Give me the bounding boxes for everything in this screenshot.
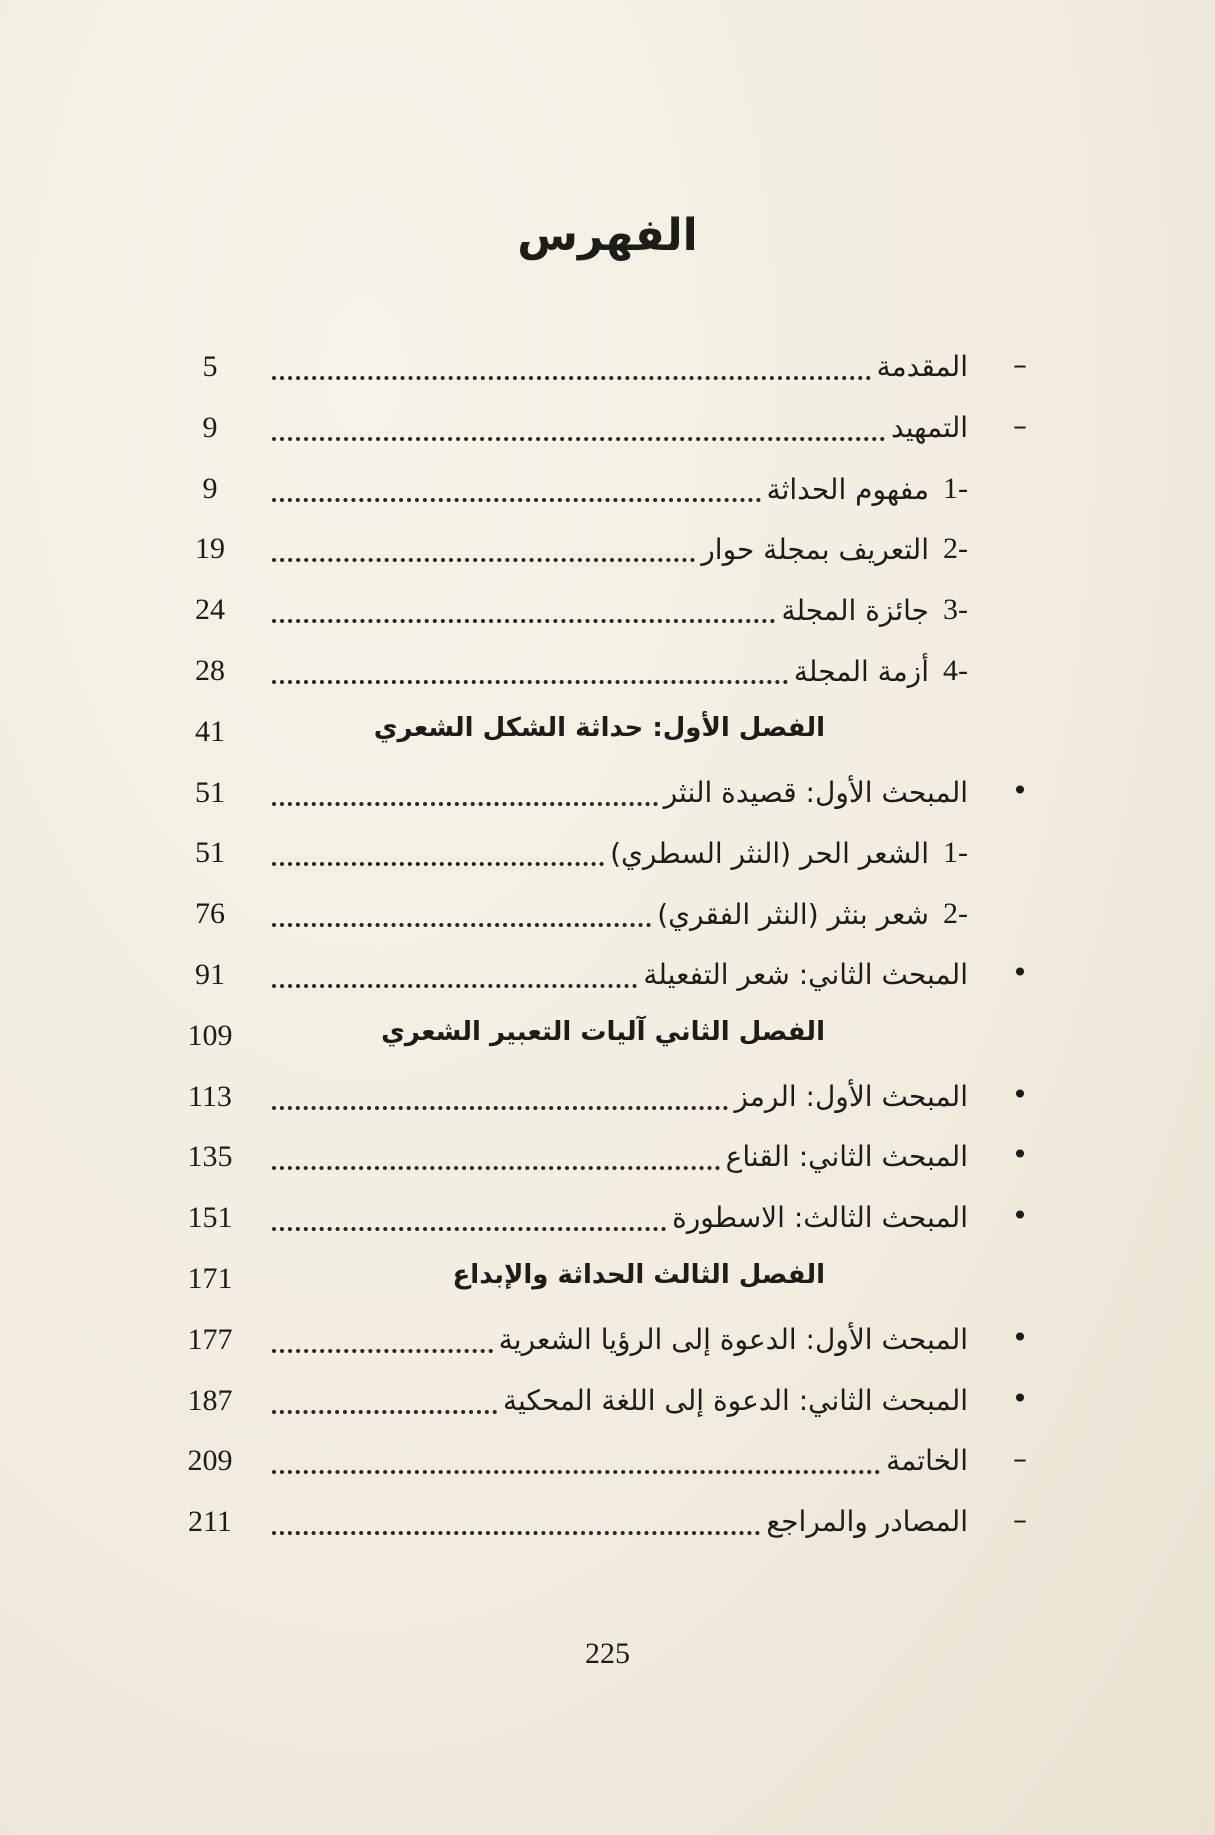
dot-leader: [272, 376, 871, 380]
toc-entry-title: المبحث الأول: الرمز: [734, 1080, 968, 1113]
toc-entry: [0, 522, 1215, 582]
dot-leader: [272, 437, 885, 441]
bullet-marker: •: [1011, 1138, 1029, 1171]
toc-entry-title: المبحث الثاني: الدعوة إلى اللغة المحكية: [503, 1384, 968, 1417]
toc-entry: [0, 1313, 1215, 1373]
toc-entry-label: [610, 836, 968, 870]
toc-entry-title: جائزة المجلة: [781, 594, 929, 627]
toc-entry-label: [643, 958, 968, 991]
toc-entry-label: [499, 1323, 968, 1356]
dash-marker: –: [1013, 409, 1027, 442]
dot-leader: [272, 558, 695, 562]
dot-leader: [272, 680, 788, 684]
toc-entry: [0, 1252, 1215, 1312]
dot-leader: [272, 1410, 497, 1414]
toc-page-number: 151: [187, 1201, 233, 1234]
toc-chapter-heading: الفصل الأول: حداثة الشكل الشعري: [373, 713, 825, 743]
dash-marker: –: [1013, 1442, 1027, 1475]
toc-page-number: 177: [187, 1323, 233, 1356]
toc-page-number: 113: [188, 1080, 232, 1113]
toc-entry-title: التمهيد: [891, 411, 968, 444]
bullet-marker: •: [1011, 1382, 1029, 1415]
dot-leader: [272, 923, 651, 927]
toc-page-number: 187: [187, 1384, 233, 1417]
toc-entry-title: المبحث الأول: قصيدة النثر: [663, 776, 968, 809]
toc-entry-title: الخاتمة: [886, 1444, 968, 1477]
toc-entry-label: [794, 654, 968, 688]
toc-entry: [0, 948, 1215, 1008]
dot-leader: [272, 1531, 760, 1535]
bullet-marker: •: [1011, 1199, 1029, 1232]
toc-entry-label: [891, 411, 968, 444]
toc-page-number: 9: [202, 411, 218, 444]
toc-page-number: 5: [202, 350, 218, 383]
toc-page-number: 211: [188, 1505, 232, 1538]
toc-entry-label: [701, 532, 968, 566]
toc-entry-label: [503, 1384, 968, 1417]
dot-leader: [272, 1349, 493, 1353]
toc-entry-title: شعر بنثر (النثر الفقري): [657, 898, 929, 931]
toc-entry-label: [726, 1140, 968, 1173]
dot-leader: [272, 802, 658, 806]
toc-entry-label: [734, 1080, 968, 1113]
toc-entry: [0, 1495, 1215, 1555]
toc-entry: [0, 462, 1215, 522]
toc-chapter-heading: الفصل الثالث الحداثة والإبداع: [452, 1260, 825, 1290]
toc-entry-title: المصادر والمراجع: [766, 1505, 968, 1538]
toc-page-number: 171: [187, 1262, 233, 1295]
toc-entry: [0, 1070, 1215, 1130]
toc-entry: [0, 887, 1215, 947]
toc-entry-index: -3: [943, 593, 968, 626]
toc-entry: [0, 583, 1215, 643]
toc-entry-title: المبحث الثالث: الاسطورة: [672, 1201, 968, 1234]
table-of-contents: [0, 340, 1215, 1580]
toc-entry-label: [657, 897, 968, 931]
toc-entry-label: [781, 593, 968, 627]
toc-entry: [0, 826, 1215, 886]
toc-entry: [0, 340, 1215, 400]
toc-entry-label: [877, 350, 968, 383]
toc-entry: [0, 401, 1215, 461]
dot-leader: [272, 1470, 880, 1474]
toc-entry-label: [886, 1444, 968, 1477]
toc-entry-title: المقدمة: [876, 350, 968, 383]
toc-page-number: 28: [195, 654, 225, 687]
toc-page-number: 109: [187, 1019, 233, 1052]
toc-entry-label: [664, 776, 968, 809]
toc-entry-label: [767, 472, 968, 506]
toc-entry-index: -2: [943, 532, 968, 565]
bullet-marker: •: [1011, 774, 1029, 807]
dot-leader: [272, 619, 775, 623]
toc-page-number: 41: [195, 715, 225, 748]
toc-page-number: 91: [195, 958, 225, 991]
toc-page-number: 135: [187, 1140, 233, 1173]
toc-entry-title: الشعر الحر (النثر السطري): [610, 837, 929, 870]
toc-entry: [0, 1009, 1215, 1069]
toc-entry: [0, 1434, 1215, 1494]
toc-entry: [0, 1374, 1215, 1434]
toc-page-number: 9: [202, 472, 218, 505]
toc-entry: [0, 766, 1215, 826]
toc-page-number: 76: [195, 897, 225, 930]
bullet-marker: •: [1011, 1321, 1029, 1354]
toc-entry: [0, 705, 1215, 765]
dot-leader: [272, 1227, 666, 1231]
page-number: 225: [585, 1637, 630, 1670]
bullet-marker: •: [1011, 1078, 1029, 1111]
dash-marker: –: [1013, 1503, 1027, 1536]
bullet-marker: •: [1011, 956, 1029, 989]
toc-entry-label: [672, 1201, 968, 1234]
toc-entry-title: مفهوم الحداثة: [766, 473, 929, 506]
toc-entry-index: -1: [943, 836, 968, 869]
page-title: الفهرس: [517, 210, 698, 261]
toc-entry: [0, 1191, 1215, 1251]
toc-page-number: 24: [195, 593, 225, 626]
dot-leader: [272, 498, 761, 502]
toc-page-number: 209: [187, 1444, 233, 1477]
dot-leader: [272, 1166, 720, 1170]
toc-entry-title: أزمة المجلة: [793, 655, 929, 688]
toc-page-number: 51: [195, 836, 225, 869]
toc-entry: [0, 1130, 1215, 1190]
toc-page-number: 51: [195, 776, 225, 809]
dot-leader: [272, 1106, 728, 1110]
dash-marker: –: [1013, 348, 1027, 381]
toc-entry-index: -1: [943, 472, 968, 505]
toc-entry-index: -2: [943, 897, 968, 930]
dot-leader: [272, 984, 637, 988]
toc-entry-title: المبحث الثاني: القناع: [725, 1140, 968, 1173]
toc-entry: [0, 644, 1215, 704]
toc-entry-label: [766, 1505, 968, 1538]
toc-entry-title: المبحث الأول: الدعوة إلى الرؤيا الشعرية: [498, 1323, 968, 1356]
toc-entry-title: التعريف بمجلة حوار: [701, 533, 929, 566]
toc-page-number: 19: [195, 532, 225, 565]
toc-entry-title: المبحث الثاني: شعر التفعيلة: [643, 958, 968, 991]
toc-chapter-heading: الفصل الثاني آليات التعبير الشعري: [381, 1017, 825, 1047]
toc-entry-index: -4: [943, 654, 968, 687]
dot-leader: [272, 862, 604, 866]
